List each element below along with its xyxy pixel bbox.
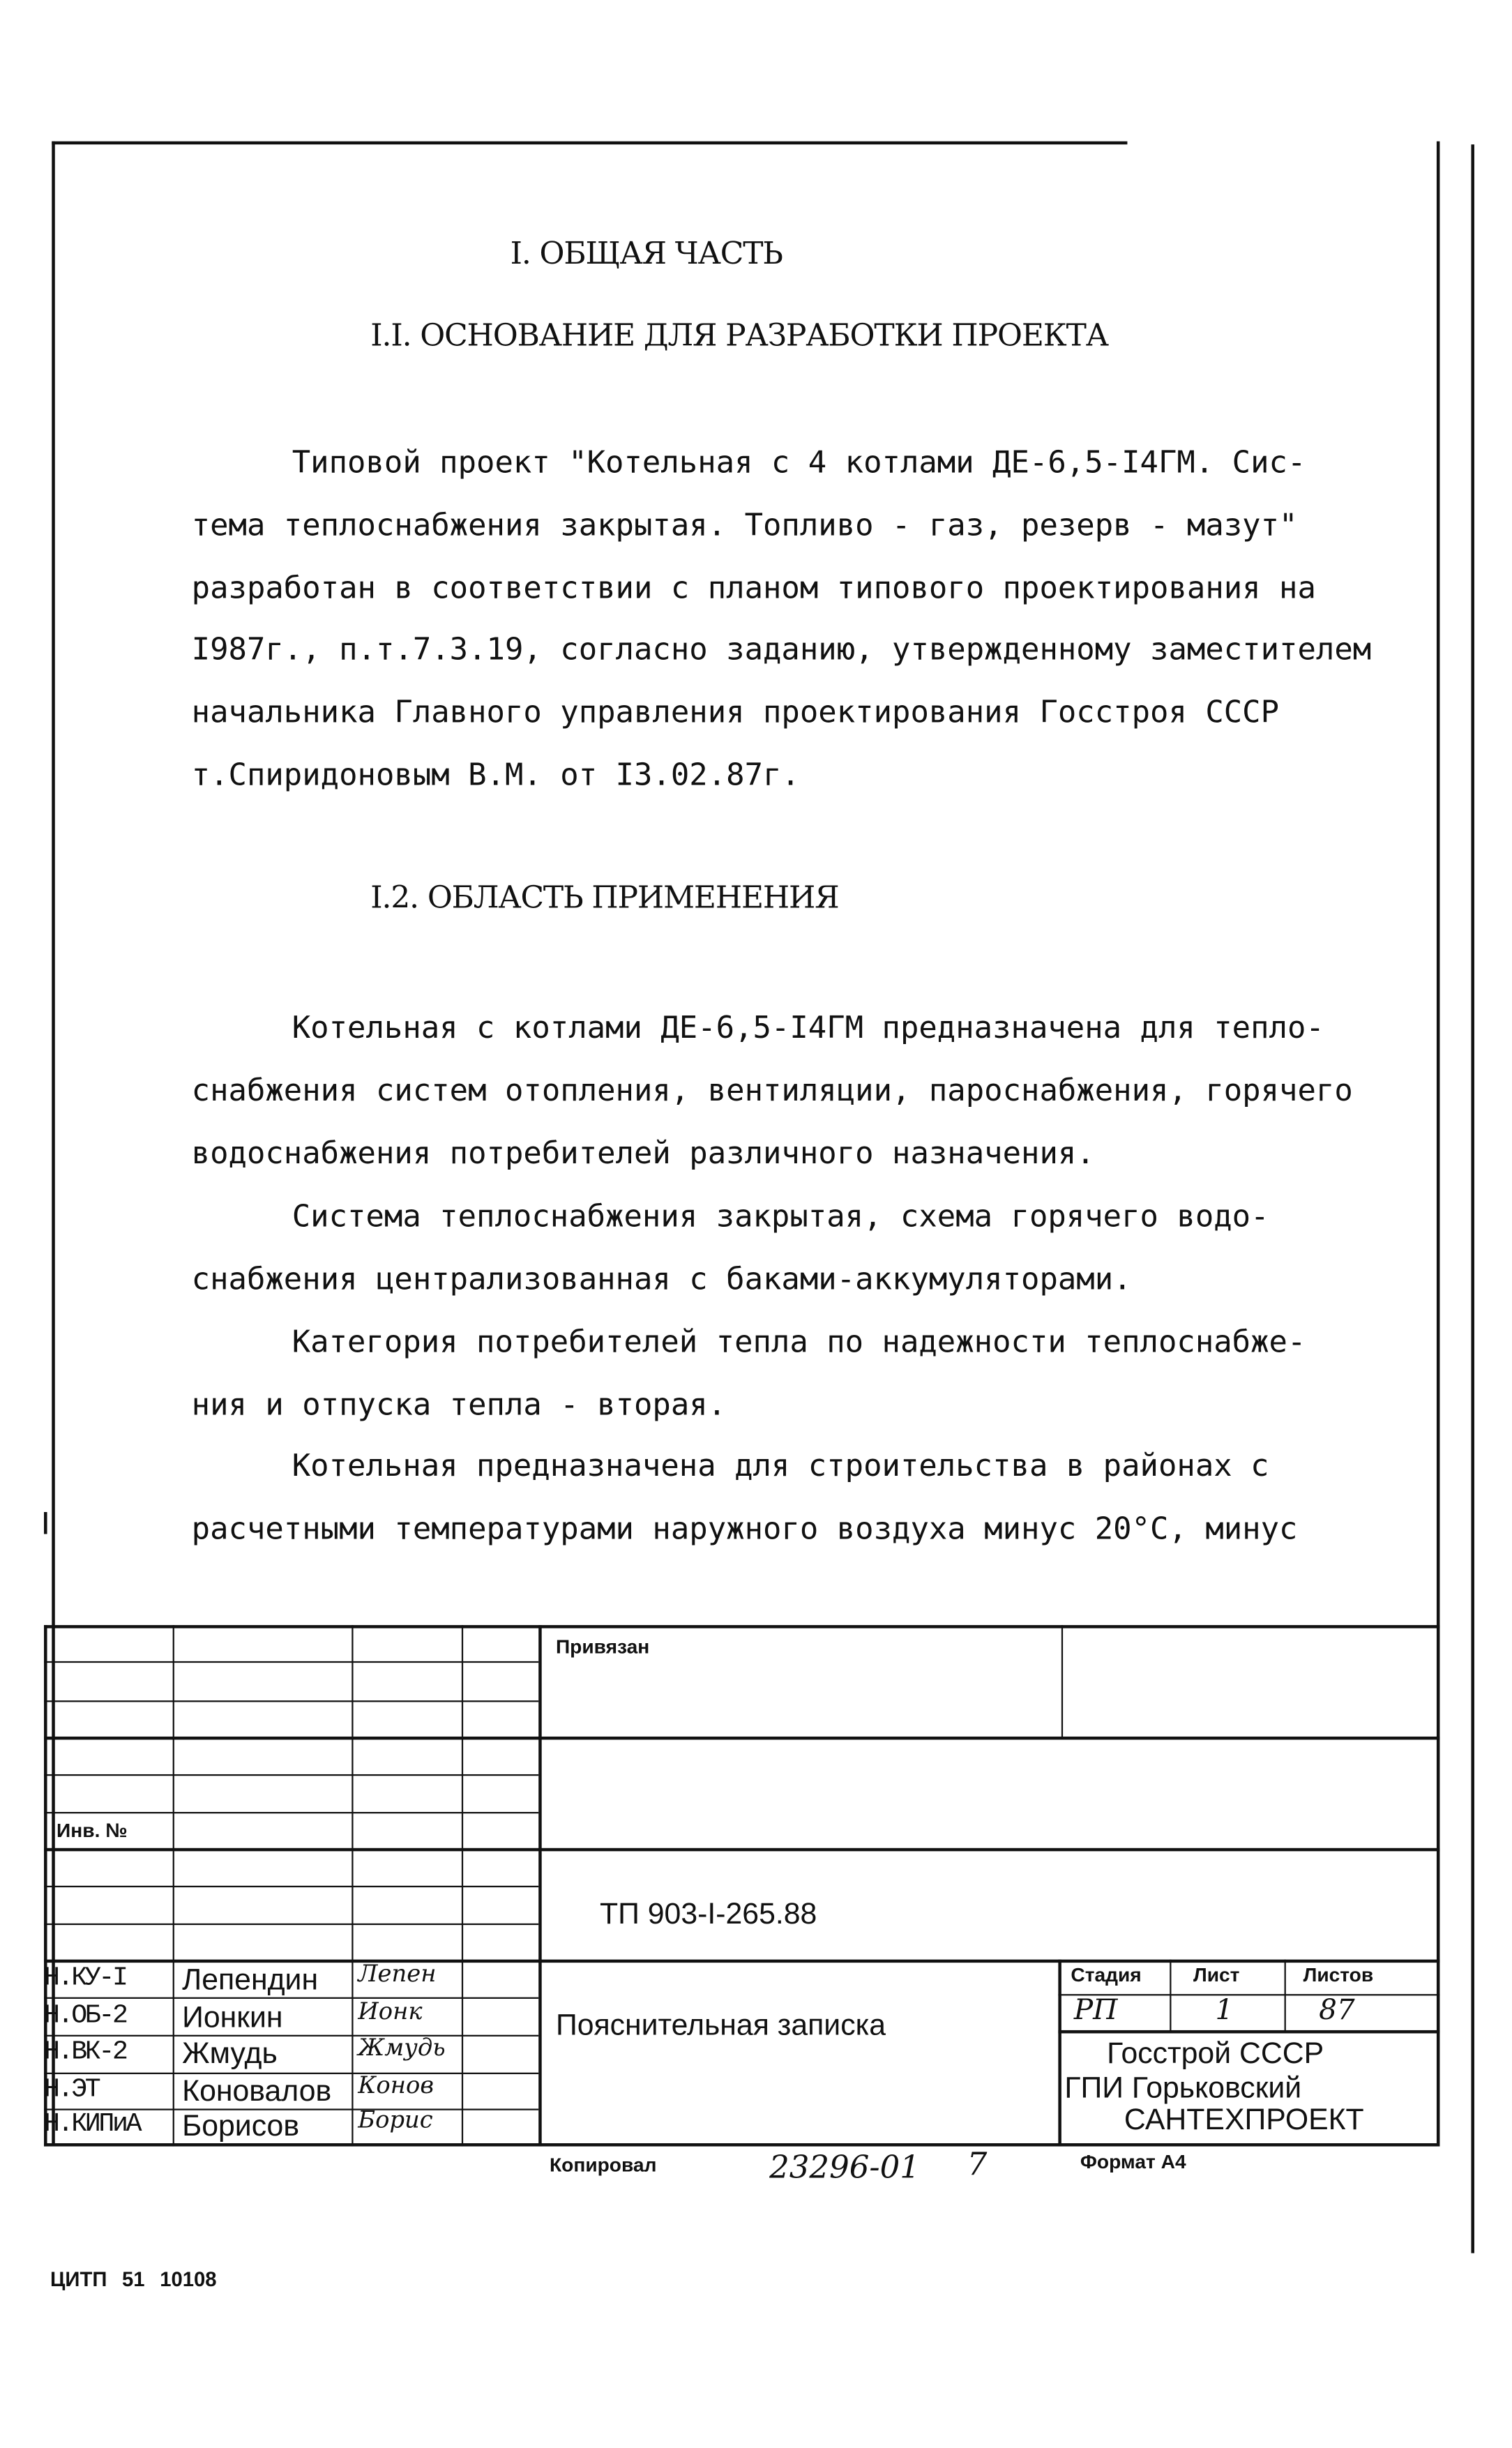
grid-line xyxy=(44,2035,538,2037)
frame-top-line xyxy=(52,142,1127,145)
sheet-value: 1 xyxy=(1215,1994,1234,2027)
signer-name: Ионкин xyxy=(182,2002,283,2035)
org-line-3: САНТЕХПРОЕКТ xyxy=(1124,2103,1364,2138)
sheet-header: Лист xyxy=(1193,1964,1240,1986)
grid-line xyxy=(538,1625,542,2146)
grid-line xyxy=(44,1960,1439,1963)
signer-name: Жмудь xyxy=(182,2038,278,2071)
signer-signature: Конов xyxy=(358,2071,434,2099)
text-line: снабжения централизованная с баками-аккумуляторами. xyxy=(191,1260,1132,1297)
inventory-number-label: Инв. № xyxy=(56,1820,128,1842)
frame-left-line xyxy=(52,142,55,2143)
signer-role: Н.КУ-I xyxy=(44,1964,126,1995)
grid-line xyxy=(1061,1625,1063,1738)
grid-line xyxy=(351,1625,353,2146)
privyazan-label: Привязан xyxy=(555,1635,650,1659)
signer-signature: Борис xyxy=(358,2105,433,2134)
grid-line xyxy=(1170,1960,1171,2032)
text-line: ния и отпуска тепла - вторая. xyxy=(191,1386,727,1423)
grid-line xyxy=(44,1812,538,1813)
copy-sheet: 7 xyxy=(967,2145,988,2183)
grid-line xyxy=(44,1737,1439,1740)
sheets-value: 87 xyxy=(1319,1994,1355,2027)
grid-line xyxy=(44,1886,538,1887)
sheet-edge-line xyxy=(1471,144,1474,2253)
grid-line xyxy=(462,1625,463,2146)
grid-line xyxy=(44,1625,1439,1629)
margin-tick xyxy=(44,1512,47,1534)
printer-code: ЦИТП 51 10108 xyxy=(50,2267,217,2291)
signer-signature: Лепен xyxy=(358,1959,437,1988)
org-line-2: ГПИ Горьковский xyxy=(1064,2072,1302,2106)
signer-name: Лепендин xyxy=(182,1964,319,1997)
signer-signature: Ионк xyxy=(358,1997,423,2026)
grid-line xyxy=(44,1924,538,1925)
signer-signature: Жмудь xyxy=(358,2033,446,2062)
text-line: Система теплоснабжения закрытая, схема горячего водо- xyxy=(292,1197,1269,1234)
frame-right-line xyxy=(1437,142,1440,2143)
grid-line xyxy=(44,1848,1439,1852)
text-line: т.Спиридоновым В.М. от I3.02.87г. xyxy=(191,757,800,793)
copy-number: 23296-01 xyxy=(769,2147,920,2186)
document-title: Пояснительная записка xyxy=(555,2009,886,2043)
text-line: снабжения систем отопления, вентиляции, пароснабжения, горячего xyxy=(191,1072,1353,1109)
format-label: Формат А4 xyxy=(1080,2151,1186,2173)
grid-line xyxy=(44,2073,538,2074)
text-line: разработан в соответствии с планом типового проектирования на xyxy=(191,570,1316,607)
grid-line xyxy=(1285,1960,1286,2032)
text-line: I987г., п.т.7.3.19, согласно заданию, утвержденному заместителем xyxy=(191,631,1372,667)
text-line: Котельная предназначена для строительства в районах с xyxy=(292,1447,1269,1484)
text-line: Категория потребителей тепла по надежности теплоснабже- xyxy=(292,1323,1306,1360)
text-line: водоснабжения потребителей различного назначения. xyxy=(191,1135,1095,1172)
grid-line xyxy=(44,1661,538,1663)
heading-general: I. ОБЩАЯ ЧАСТЬ xyxy=(510,235,783,272)
text-line: расчетными температурами наружного воздуха минус 20°С, минус xyxy=(191,1510,1298,1547)
document-code: ТП 903-I-265.88 xyxy=(599,1898,817,1932)
grid-line xyxy=(44,1774,538,1776)
stage-value: РП xyxy=(1073,1994,1118,2027)
grid-line xyxy=(44,1625,47,2146)
text-line: Котельная с котлами ДЕ-6,5-I4ГМ предназначена для тепло- xyxy=(292,1009,1324,1046)
grid-line xyxy=(44,1700,538,1702)
signer-role: Н.ВК-2 xyxy=(44,2038,126,2068)
org-line-1: Госстрой СССР xyxy=(1107,2038,1324,2071)
sheets-header: Листов xyxy=(1303,1964,1374,1986)
heading-scope: I.2. ОБЛАСТЬ ПРИМЕНЕНИЯ xyxy=(370,879,839,916)
signer-name: Коновалов xyxy=(182,2076,332,2109)
text-line: Типовой проект "Котельная с 4 котлами ДЕ-6,5-I4ГМ. Сис- xyxy=(292,444,1306,481)
kopiroval-label: Копировал xyxy=(549,2154,657,2177)
grid-line xyxy=(173,1625,174,2146)
heading-basis: I.I. ОСНОВАНИЕ ДЛЯ РАЗРАБОТКИ ПРОЕКТА xyxy=(370,317,1108,354)
signer-role: Н.ЭТ xyxy=(44,2076,99,2106)
text-line: начальника Главного управления проектирования Госстроя СССР xyxy=(191,694,1280,730)
signer-role: Н.ОБ-2 xyxy=(44,2002,126,2032)
signer-name: Борисов xyxy=(182,2110,300,2144)
grid-line xyxy=(1058,2030,1439,2034)
grid-line xyxy=(1058,1960,1061,2147)
signer-role: Н.КИПиА xyxy=(44,2110,140,2140)
stage-header: Стадия xyxy=(1071,1964,1142,1986)
text-line: тема теплоснабжения закрытая. Топливо - газ, резерв - мазут" xyxy=(191,507,1298,543)
